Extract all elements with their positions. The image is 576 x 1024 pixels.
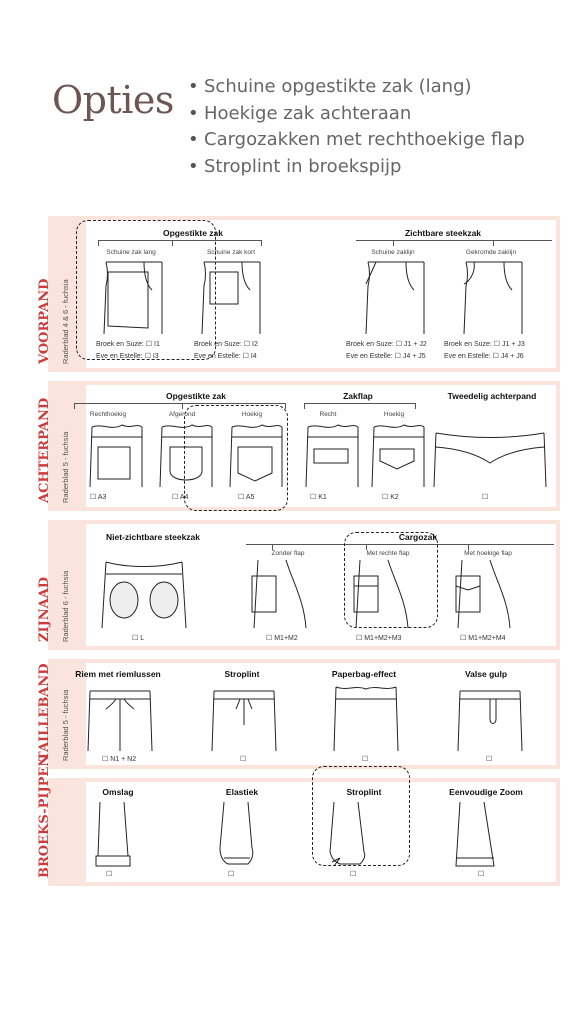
option-name: Stroplint [224, 669, 260, 679]
simple-hem-illustration [454, 802, 498, 868]
section-title: ACHTERPAND [37, 397, 52, 503]
option-code: ☐ [478, 871, 485, 878]
option-name: Zonder flap [271, 550, 305, 557]
option-code: ☐ M1+M2+M4 [460, 635, 506, 642]
selected-option: • Cargozakken met rechthoekige flap [188, 127, 525, 154]
option-code: ☐ [228, 871, 235, 878]
selected-option: • Stroplint in broekspijp [188, 154, 525, 181]
cargo-angled-flap-illustration [452, 560, 512, 628]
option-name: Eenvoudige Zoom [449, 787, 523, 797]
option-name: Afgerond [168, 411, 196, 418]
option-code: ☐ [362, 756, 369, 763]
selection-highlight [184, 405, 288, 511]
option-name: Valse gulp [464, 669, 508, 679]
option-name: Riem met riemlussen [75, 669, 161, 679]
belt-with-loops-illustration [86, 685, 154, 751]
selected-option: • Hoekige zak achteraan [188, 101, 525, 128]
section-title: BROEKS-PIJPEN [37, 754, 52, 878]
cargo-no-flap-illustration [248, 560, 308, 628]
selection-highlight [76, 220, 216, 360]
option-code: Broek en Suze: ☐ I2 [194, 341, 258, 348]
option-name: Elastiek [225, 787, 259, 797]
option-code: ☐ L [132, 635, 145, 642]
option-code: ☐ N1 + N2 [102, 756, 137, 763]
paperbag-waist-illustration [332, 685, 400, 751]
two-part-back-illustration [432, 429, 548, 487]
option-name: Hoekig [241, 411, 263, 418]
option-code: ☐ K1 [310, 494, 327, 501]
option-code: ☐ M1+M2 [266, 635, 298, 642]
option-code: ☐ [240, 756, 247, 763]
section-tailleband [37, 659, 560, 769]
section-title: VOORPAND [37, 278, 52, 364]
section-subtitle: Raderblad 5 - fuchsia [61, 689, 70, 761]
option-name: Recht [319, 411, 337, 418]
group-label: Cargozak [398, 532, 438, 542]
option-code: Broek en Suze: ☐ J1 + J3 [444, 341, 525, 348]
option-code: ☐ [482, 494, 489, 501]
back-pocket-rectangular-illustration [88, 423, 144, 487]
option-name: Schuine zak lang [106, 249, 156, 256]
pants-front-curved-pocket-illustration [460, 260, 526, 334]
section-zijnaad [37, 520, 560, 650]
option-name: Rechthoekig [89, 411, 127, 418]
section-subtitle: Raderblad 6 - fuchsia [61, 570, 70, 642]
option-name: Met hoekige flap [464, 550, 512, 557]
section-achterpand [37, 381, 560, 511]
group-label: Zichtbare steekzak [404, 228, 482, 238]
faux-fly-illustration [456, 685, 524, 751]
option-code: Eve en Estelle: ☐ I4 [194, 353, 257, 360]
section-subtitle: Raderblad 4 & 6 - fuchsia [61, 279, 70, 364]
selected-options-list [188, 74, 525, 180]
group-label: Tweedelig achterpand [447, 391, 537, 401]
option-name: Schuine zak kort [206, 249, 256, 256]
option-code: ☐ [486, 756, 493, 763]
option-name: Paperbag-effect [331, 669, 397, 679]
option-code: ☐ [350, 871, 357, 878]
cuffed-hem-illustration [94, 802, 134, 868]
option-code: ☐ A3 [90, 494, 107, 501]
option-name: Gekromde zaklijn [465, 249, 517, 256]
group-label: Opgestikte zak [166, 391, 226, 401]
option-name: Omslag [102, 787, 134, 797]
section-subtitle: Raderblad 5 - fuchsia [61, 431, 70, 503]
option-code: Eve en Estelle: ☐ J4 + J5 [346, 353, 426, 360]
option-name: Met rechte flap [366, 550, 410, 557]
hidden-side-pocket-illustration [98, 558, 190, 628]
option-code: ☐ A4 [172, 494, 189, 501]
back-flap-straight-illustration [304, 423, 360, 487]
option-code: ☐ M1+M2+M3 [356, 635, 402, 642]
elastic-hem-illustration [218, 802, 258, 868]
option-code: Eve en Estelle: ☐ J4 + J6 [444, 353, 524, 360]
option-code: ☐ K2 [382, 494, 399, 501]
selected-option: • Schuine opgestikte zak (lang) [188, 74, 525, 101]
group-label: Niet-zichtbare steekzak [105, 532, 200, 542]
group-label: Zakflap [343, 391, 373, 401]
option-name: Stroplint [346, 787, 382, 797]
section-title: TAILLEBAND [37, 663, 52, 761]
back-flap-angled-illustration [370, 423, 426, 487]
option-code: ☐ A5 [238, 494, 255, 501]
selection-highlight [344, 532, 438, 628]
section-voorpand [37, 216, 560, 372]
pants-front-slanted-pocket-illustration [362, 260, 428, 334]
page-title: Opties [52, 78, 174, 122]
option-code: Broek en Suze: ☐ I1 [96, 341, 160, 348]
drawstring-waist-illustration [210, 685, 278, 751]
option-name: Schuine zaklijn [371, 249, 415, 256]
option-code: Eve en Estelle: ☐ I3 [96, 353, 159, 360]
section-title: ZIJNAAD [37, 576, 52, 642]
option-code: ☐ [106, 871, 113, 878]
option-name: Hoekig [383, 411, 405, 418]
selection-highlight [312, 766, 410, 866]
group-label: Opgestikte zak [163, 228, 223, 238]
option-code: Broek en Suze: ☐ J1 + J2 [346, 341, 427, 348]
